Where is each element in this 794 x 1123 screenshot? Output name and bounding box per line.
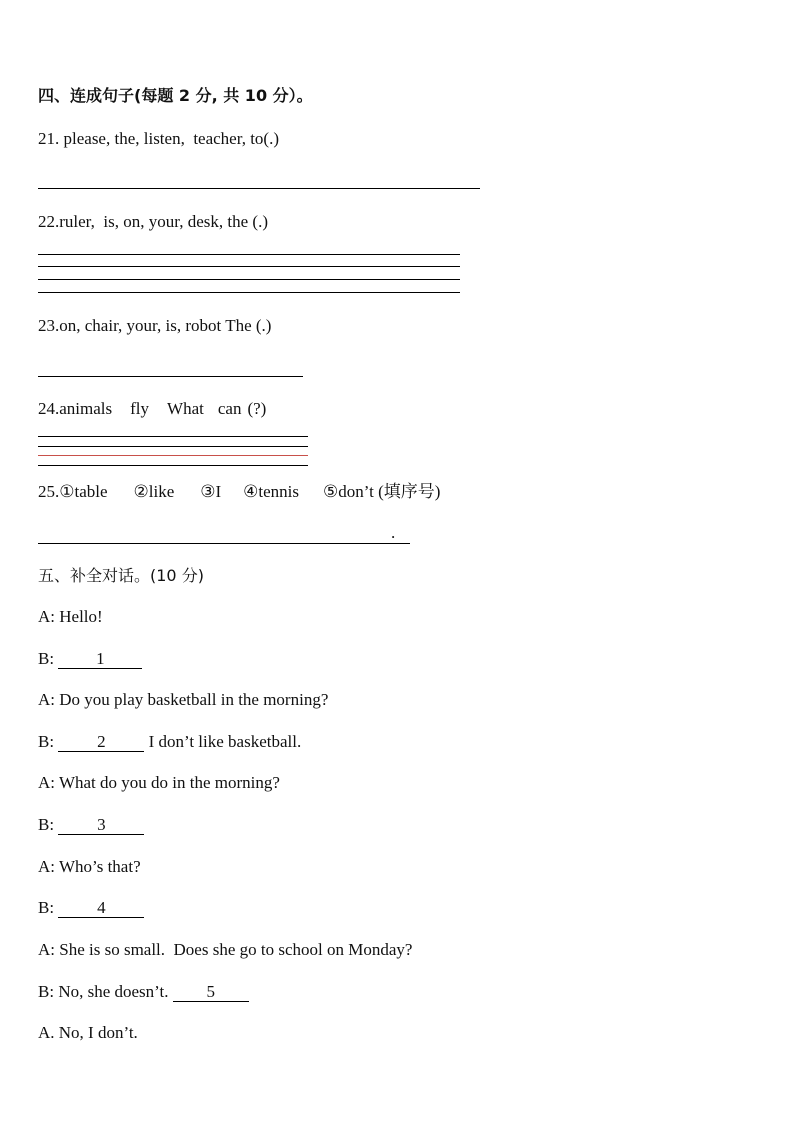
speaker-label: A: [38,690,55,709]
dialogue-text: No, she doesn’t. [58,982,173,1001]
speaker-label: B: [38,898,55,917]
answer-line-22a[interactable] [38,254,460,255]
answer-line-21[interactable] [38,188,480,189]
speaker-label: A: [38,607,55,626]
dialogue-line-3 [38,690,328,710]
dialogue-line-7 [38,857,141,877]
q24-word-4: can [217,399,242,418]
speaker-label: A: [38,773,55,792]
speaker-label: B: [38,649,55,668]
dialogue-text: She is so small. Does she go to school on Monday? [59,940,413,959]
dialogue-line-10 [38,982,249,1002]
dialogue-text: Do you play basketball in the morning? [59,690,329,709]
answer-line-24d [38,465,308,466]
dialogue-line-1 [38,607,103,627]
dialogue-line-5 [38,773,280,793]
q25-option-1: ①table [59,482,108,501]
answer-line-25-period: . [391,523,396,542]
question-22: 22.ruler, is, on, your, desk, the (.) [38,212,268,231]
dialogue-text: What do you do in the morning? [58,773,280,792]
blank-2[interactable]: 2 [58,733,144,752]
q24-word-2: fly [130,399,150,418]
question-24 [38,399,266,419]
speaker-label: A: [38,857,55,876]
speaker-label: A. [38,1023,55,1042]
q24-word-3: What [167,399,204,418]
q24-word-1: animals [59,399,113,418]
answer-line-25[interactable] [38,543,410,544]
answer-line-24b [38,446,308,447]
blank-1[interactable]: 1 [58,650,142,669]
dialogue-text: I don’t like basketball. [144,732,302,751]
speaker-label: A: [38,940,55,959]
dialogue-line-6 [38,815,144,835]
dialogue-line-2 [38,649,142,669]
question-25 [38,482,440,502]
question-23: 23.on, chair, your, is, robot The (.) [38,316,272,335]
q25-option-3: ③I [200,482,222,501]
section-4-heading: 四、连成句子(每题 2 分, 共 10 分）。 [38,86,313,105]
question-25-number: 25. [38,482,60,501]
q25-option-5: ⑤don’t (填序号) [323,482,441,501]
speaker-label: B: [38,732,55,751]
dialogue-text: No, I don’t. [58,1023,138,1042]
answer-line-24a[interactable] [38,436,308,437]
speaker-label: B: [38,982,55,1001]
blank-3[interactable]: 3 [58,816,144,835]
dialogue-line-4 [38,732,301,752]
answer-line-22b [38,266,460,267]
dialogue-line-11 [38,1023,138,1043]
answer-line-24c [38,455,308,456]
answer-line-23[interactable] [38,376,303,377]
q25-option-2: ②like [133,482,175,501]
question-24-number: 24. [38,399,60,418]
section-5-heading: 五、补全对话。(10 分) [38,566,204,585]
speaker-label: B: [38,815,55,834]
question-21: 21. please, the, listen, teacher, to(.) [38,129,280,148]
dialogue-line-8 [38,898,144,918]
blank-4[interactable]: 4 [58,899,144,918]
answer-line-22d [38,292,460,293]
dialogue-text: Hello! [59,607,103,626]
dialogue-text: Who’s that? [58,857,141,876]
blank-5[interactable]: 5 [173,983,249,1002]
q25-option-4: ④tennis [243,482,300,501]
q24-end-mark: (?) [247,399,267,418]
answer-line-22c [38,279,460,280]
dialogue-line-9 [38,940,412,960]
